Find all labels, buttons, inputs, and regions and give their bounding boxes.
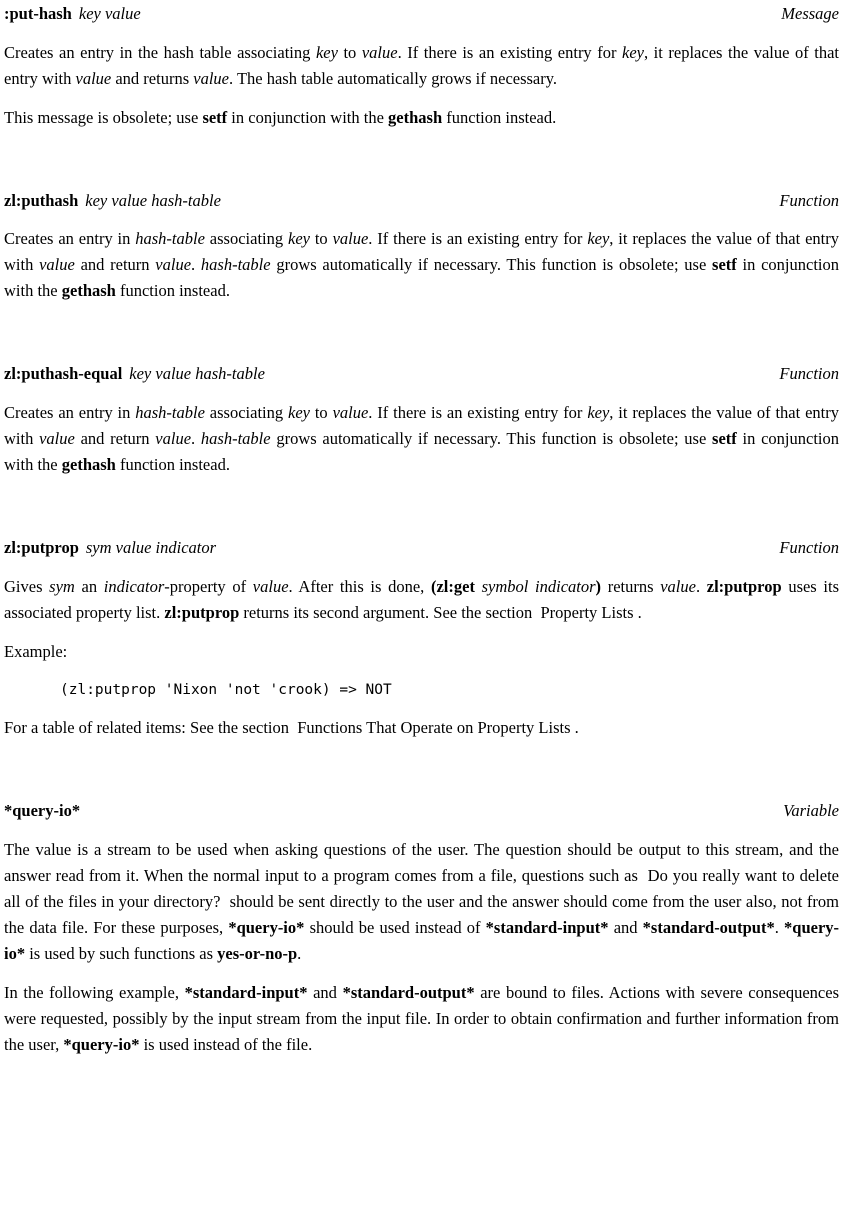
- text-run: value: [660, 576, 696, 596]
- text-run: , it replaces the value of that entry with: [4, 229, 839, 275]
- text-run: function instead.: [115, 455, 230, 475]
- text-run: hash-table: [135, 229, 205, 249]
- text-run: . The hash table automatically grows if necessary.: [229, 68, 558, 88]
- text-run: zl:putprop: [164, 602, 240, 622]
- text-run: value: [193, 68, 229, 88]
- text-run: *query-io*: [4, 917, 840, 963]
- text-run: . If there is an existing entry for: [368, 403, 588, 423]
- entry-signature: [4, 189, 221, 214]
- text-run: key: [288, 403, 310, 423]
- text-run: value: [252, 576, 289, 596]
- text-run: indicator: [103, 576, 165, 596]
- text-run: Example:: [4, 641, 68, 661]
- text-run: . After this is done,: [288, 576, 431, 596]
- paragraph: [4, 639, 839, 665]
- text-run: in conjunction with the: [4, 255, 839, 301]
- text-run: .: [695, 576, 707, 596]
- text-run: . If there is an existing entry for: [397, 42, 623, 62]
- entry-name: :put-hash: [4, 4, 72, 23]
- entry-heading: [4, 799, 839, 824]
- text-run: and return: [74, 429, 156, 449]
- entry-name: *query-io*: [4, 801, 81, 821]
- text-run: . If there is an existing entry for: [368, 229, 588, 249]
- text-run: are bound to files. Actions with severe consequences were requested, possibly by the input stream from the input file. In order to obtain confirmation and further information from the user,: [4, 982, 839, 1054]
- entry-args: key value hash-table: [85, 190, 221, 210]
- text-run: hash-table: [200, 255, 271, 275]
- text-run: and: [608, 917, 643, 937]
- text-run: .: [191, 429, 201, 449]
- paragraph: [4, 400, 839, 478]
- text-run: , it replaces the value of that entry with: [4, 403, 839, 449]
- text-run: function instead.: [115, 281, 230, 301]
- entry-args: key value hash-table: [129, 364, 265, 384]
- text-run: setf: [202, 107, 228, 127]
- entry-heading: [4, 2, 839, 27]
- entry-heading: [4, 362, 839, 387]
- paragraph: [4, 40, 839, 92]
- text-run: grows automatically if necessary. This function is obsolete; use: [270, 255, 713, 275]
- text-run: sym: [49, 576, 75, 596]
- text-run: and return: [74, 255, 156, 275]
- entry-name: zl:puthash-equal: [4, 364, 123, 384]
- text-run: an: [74, 576, 104, 596]
- entry-heading: [4, 189, 839, 214]
- text-run: In the following example,: [4, 982, 185, 1002]
- definition-entry: [4, 189, 839, 305]
- text-run: gethash: [61, 455, 116, 475]
- text-run: uses its associated property list.: [4, 576, 839, 622]
- entry-name: zl:putprop: [4, 538, 79, 558]
- entry-signature: [4, 799, 80, 824]
- definition-entry: [4, 362, 839, 478]
- entry-name: zl:puthash: [4, 190, 79, 210]
- text-run: *query-io*: [228, 917, 305, 937]
- text-run: Gives: [4, 576, 50, 596]
- definition-entry: [4, 799, 839, 1058]
- text-run: yes-or-no-p: [217, 943, 298, 963]
- document: [4, 2, 839, 1058]
- text-run: This message is obsolete; use: [4, 107, 203, 127]
- text-run: Creates an entry in: [4, 403, 136, 423]
- entry-type-label: Function: [779, 190, 839, 210]
- text-run: function instead.: [442, 107, 557, 127]
- paragraph: [4, 574, 839, 626]
- text-run: *query-io*: [63, 1034, 140, 1054]
- text-run: *standard-output*: [642, 917, 775, 937]
- text-run: -property of: [164, 576, 253, 596]
- text-run: key: [587, 403, 610, 423]
- text-run: setf: [712, 429, 737, 449]
- text-run: in conjunction with the: [227, 107, 389, 127]
- text-run: to: [337, 42, 362, 62]
- text-run: gethash: [61, 281, 116, 301]
- text-run: The value is a stream to be used when asking questions of the user. The question should be output to this stream, and the answer read from it. When the normal input to a program comes from a file, questions such as Do you really want to delete all of the files in your directory? should be sent directly to the user and the answer should come from the user also, not from the data file. For these purposes,: [4, 839, 839, 937]
- entry-signature: [4, 2, 141, 27]
- entry-signature: [4, 536, 216, 561]
- text-run: zl:putprop: [706, 576, 782, 596]
- text-run: value: [39, 255, 75, 275]
- text-run: key: [587, 229, 610, 249]
- text-run: hash-table: [135, 403, 205, 423]
- code-example: (zl:putprop 'Nixon 'not 'crook) => NOT: [60, 681, 392, 698]
- text-run: value: [332, 403, 369, 423]
- text-run: returns: [601, 576, 661, 596]
- text-run: value: [332, 229, 369, 249]
- text-run: and: [307, 982, 343, 1002]
- text-run: is used by such functions as: [25, 943, 218, 963]
- text-run: to: [309, 229, 333, 249]
- entry-heading: [4, 536, 839, 561]
- entry-type-label: Function: [779, 364, 839, 384]
- text-run: .: [774, 917, 785, 937]
- text-run: is used instead of the file.: [139, 1034, 313, 1054]
- text-run: symbol indicator: [481, 576, 596, 596]
- text-run: gethash: [388, 107, 443, 127]
- text-run: in conjunction with the: [4, 429, 839, 475]
- text-run: *standard-input*: [184, 982, 308, 1002]
- text-run: , it replaces the value of that entry with: [4, 42, 840, 88]
- text-run: key: [315, 42, 338, 62]
- text-run: value: [39, 429, 75, 449]
- text-run: value: [361, 42, 398, 62]
- text-run: value: [155, 255, 192, 275]
- text-run: grows automatically if necessary. This function is obsolete; use: [270, 429, 713, 449]
- text-run: *standard-input*: [485, 917, 609, 937]
- paragraph: [4, 837, 839, 967]
- text-run: should be used instead of: [304, 917, 486, 937]
- entry-args: sym value indicator: [85, 538, 217, 558]
- entry-type-label: Function: [779, 538, 839, 558]
- text-run: value: [75, 68, 112, 88]
- text-run: to: [309, 403, 333, 423]
- text-run: and returns: [111, 68, 194, 88]
- text-run: ): [595, 576, 602, 596]
- entry-signature: [4, 362, 265, 387]
- text-run: associating: [204, 229, 288, 249]
- text-run: hash-table: [200, 429, 271, 449]
- definition-entry: [4, 2, 839, 131]
- paragraph: [4, 105, 839, 131]
- text-run: key: [622, 42, 645, 62]
- text-run: (zl:get: [430, 576, 482, 596]
- text-run: key: [288, 229, 310, 249]
- text-run: Creates an entry in: [4, 229, 136, 249]
- entry-type-label: Message: [781, 4, 839, 23]
- paragraph: [4, 980, 839, 1058]
- text-run: setf: [712, 255, 737, 275]
- paragraph: [4, 226, 839, 304]
- text-run: For a table of related items: See the section Functions That Operate on Property Lists .: [4, 718, 579, 738]
- text-run: *standard-output*: [342, 982, 475, 1002]
- text-run: associating: [204, 403, 288, 423]
- text-run: returns its second argument. See the section Property Lists .: [239, 602, 642, 622]
- text-run: value: [155, 429, 192, 449]
- entry-args: key value: [78, 4, 141, 23]
- definition-entry: [4, 536, 839, 741]
- text-run: Creates an entry in the hash table associating: [4, 42, 316, 62]
- text-run: .: [297, 943, 302, 963]
- text-run: .: [191, 255, 201, 275]
- entry-type-label: Variable: [783, 801, 839, 821]
- paragraph: [4, 715, 839, 741]
